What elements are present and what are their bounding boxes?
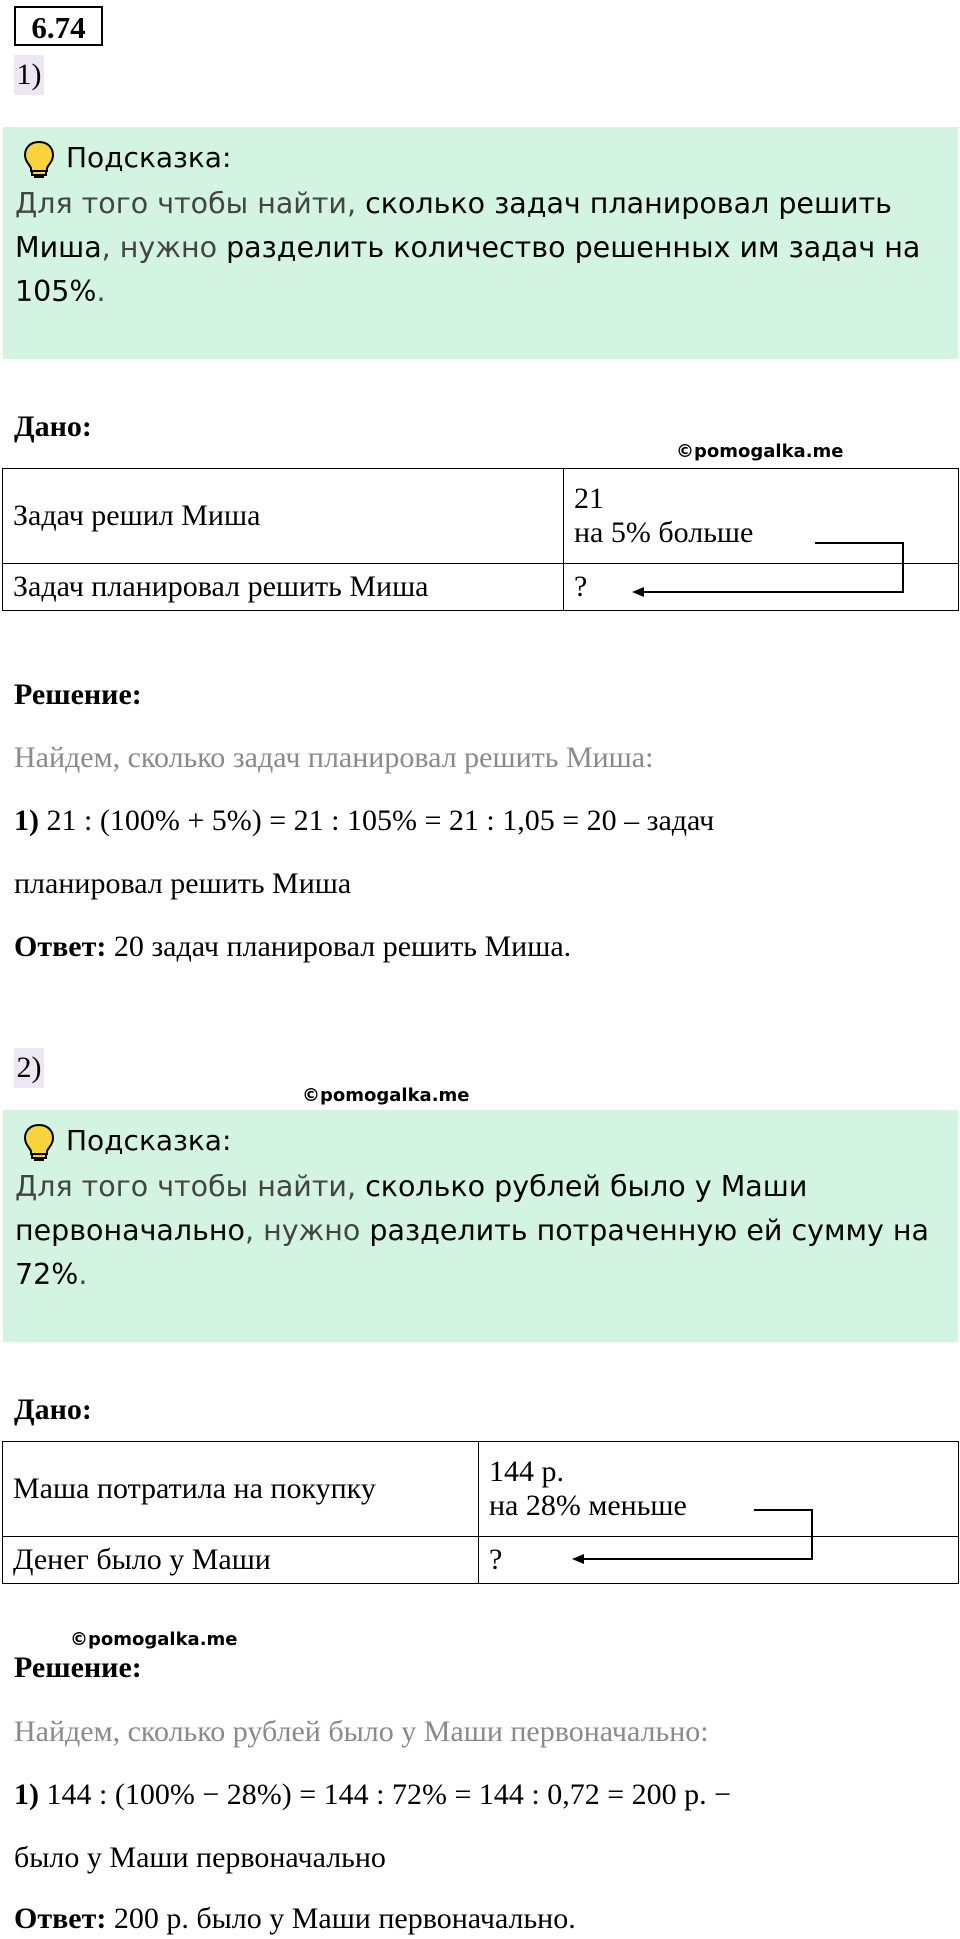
solution-heading-2: Решение: [14, 1651, 142, 1684]
given-heading-2: Дано: [14, 1393, 92, 1426]
part-label-1: 1) [14, 55, 44, 95]
hint-text-segment: , нужно [244, 1214, 370, 1247]
given-label-cell: Денег было у Маши [3, 1537, 479, 1584]
hint-text-emphasis: разделить потраченную ей сумму на 72% [15, 1214, 930, 1291]
hint-text-emphasis: сколько рублей было у Маши первоначально [15, 1170, 808, 1247]
answer-label: Ответ: [14, 1902, 107, 1935]
watermark: ©pomogalka.me [676, 441, 844, 462]
given-value-cell: ? [564, 564, 959, 611]
hint-text-segment: . [96, 275, 106, 308]
step-text: 21 : (100% + 5%) = 21 : 105% = 21 : 1,05 = 20 – задач [39, 804, 715, 837]
given-label-cell: Маша потратила на покупку [3, 1442, 479, 1537]
solution-step-2 [14, 1775, 731, 1815]
given-label-cell: Задач планировал решить Миша [3, 564, 564, 611]
answer-text: 20 задач планировал решить Миша. [106, 930, 572, 963]
solution-step-2-cont: было у Маши первоначально [14, 1841, 386, 1874]
step-number: 1) [14, 804, 39, 837]
hint-text-segment: Для того чтобы найти, [15, 1170, 366, 1203]
solution-step-1-cont: планировал решить Миша [14, 867, 352, 900]
hint-text-segment: Для того чтобы найти, [15, 187, 366, 220]
solution-intro-2: Найдем, сколько рублей было у Маши первоначально: [14, 1715, 709, 1748]
given-value: 21 [574, 482, 604, 515]
given-heading-1: Дано: [14, 410, 92, 443]
hint-title-text: Подсказка: [66, 141, 232, 174]
hint-text-segment: . [78, 1258, 88, 1291]
given-relation: на 28% меньше [489, 1489, 687, 1522]
given-label-cell: Задач решил Миша [3, 469, 564, 564]
hint-title-text: Подсказка: [66, 1124, 232, 1157]
step-text: 144 : (100% − 28%) = 144 : 72% = 144 : 0,72 = 200 р. − [39, 1778, 732, 1811]
solution-intro-1: Найдем, сколько задач планировал решить Миша: [14, 741, 654, 774]
part-label-2: 2) [14, 1048, 44, 1088]
watermark: ©pomogalka.me [70, 1629, 238, 1650]
watermark: ©pomogalka.me [302, 1085, 470, 1106]
problem-number: 6.74 [14, 6, 103, 46]
hint-text-emphasis: сколько задач планировал решить Миша [15, 187, 892, 264]
answer-text: 200 р. было у Маши первоначально. [106, 1902, 576, 1935]
given-relation: на 5% больше [574, 516, 754, 549]
answer-2 [14, 1899, 576, 1939]
solution-heading-1: Решение: [14, 678, 142, 711]
answer-label: Ответ: [14, 930, 107, 963]
hint-text-emphasis: разделить количество решенных им задач на 105% [15, 231, 921, 308]
step-number: 1) [14, 1778, 39, 1811]
given-value: 144 р. [489, 1455, 564, 1488]
given-value-cell: ? [479, 1537, 959, 1584]
hint-text-segment: , нужно [101, 231, 227, 264]
